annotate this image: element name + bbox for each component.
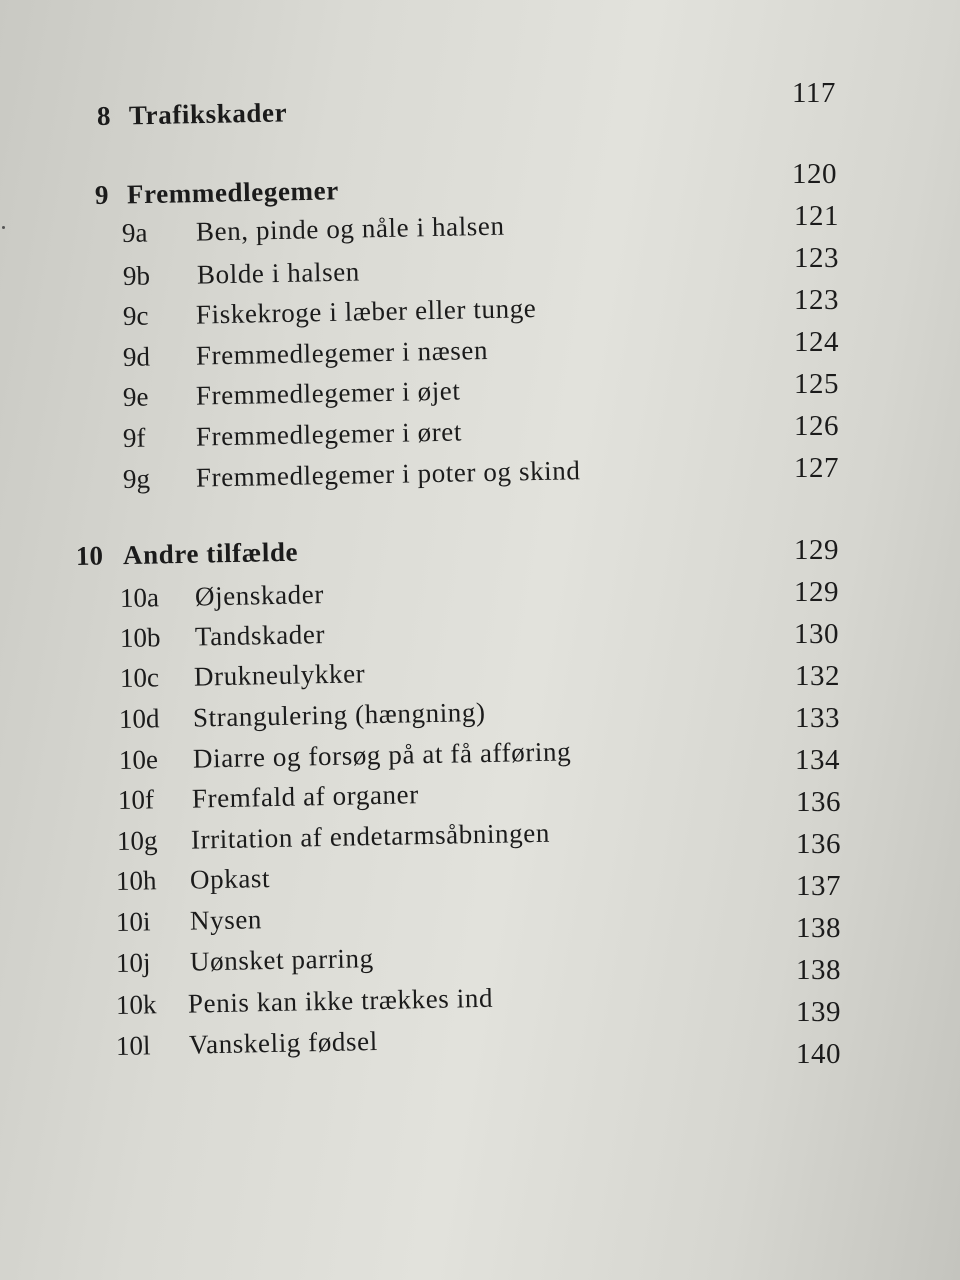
chapter-heading-8: [97, 97, 288, 132]
toc-entry-10h: [116, 863, 271, 897]
entry-title: Bolde i halsen: [196, 256, 361, 290]
entry-title: Ben, pinde og nåle i halsen: [195, 210, 505, 247]
entry-code: 9g: [122, 463, 151, 494]
chapter-number: 9: [94, 179, 109, 210]
entry-page-10j: 138: [796, 954, 841, 986]
toc-entry-10j: [116, 943, 374, 979]
entry-title: Opkast: [189, 863, 271, 895]
entry-title: Strangulering (hængning): [192, 696, 486, 733]
entry-code: 10j: [115, 947, 151, 978]
chapter-title: Trafikskader: [128, 97, 288, 131]
entry-title: Diarre og forsøg på at få afføring: [192, 736, 572, 774]
entry-code: 10c: [119, 662, 160, 693]
entry-page-9c: 123: [794, 284, 839, 316]
chapter-heading-10: [76, 537, 299, 572]
entry-code: 10h: [115, 865, 157, 896]
entry-title: Fremmedlegemer i øret: [195, 416, 463, 452]
entry-code: 10b: [119, 622, 161, 653]
chapter-heading-9: [95, 175, 339, 211]
entry-page-10k: 139: [796, 996, 841, 1028]
toc-entry-9c: [123, 293, 537, 332]
entry-page-10l: 140: [796, 1038, 841, 1070]
entry-code: 10d: [118, 703, 160, 734]
entry-title: Fremfald af organer: [191, 779, 420, 814]
entry-page-10b: 130: [794, 618, 839, 650]
toc-entry-10b: [120, 619, 326, 654]
toc-entry-10l: [116, 1026, 378, 1062]
toc-entry-10d: [119, 697, 486, 735]
chapter-page-10: 129: [794, 534, 839, 566]
entry-code: 9f: [122, 422, 146, 453]
toc-entry-10f: [118, 779, 419, 816]
entry-page-10g: 136: [796, 828, 841, 860]
toc-entry-10a: [120, 579, 325, 614]
entry-title: Drukneulykker: [193, 658, 366, 692]
entry-code: 10k: [115, 989, 157, 1020]
entry-page-9b: 123: [794, 242, 839, 274]
entry-code: 9a: [121, 217, 148, 248]
toc-entry-9f: [123, 416, 463, 454]
entry-page-9d: 124: [794, 326, 839, 358]
chapter-page-8: 117: [792, 77, 836, 109]
entry-title: Fremmedlegemer i øjet: [195, 375, 461, 411]
toc-entry-10k: [116, 983, 494, 1021]
entry-code: 9b: [122, 260, 151, 291]
toc-entry-10i: [116, 904, 263, 938]
entry-title: Fremmedlegemer i poter og skind: [195, 455, 581, 493]
entry-page-10d: 133: [795, 702, 840, 734]
entry-code: 10e: [118, 744, 159, 775]
entry-title: Øjenskader: [194, 579, 325, 612]
entry-code: 9c: [122, 300, 149, 331]
entry-page-10f: 136: [796, 786, 841, 818]
entry-page-10a: 129: [794, 576, 839, 608]
entry-page-9f: 126: [794, 410, 839, 442]
chapter-title: Andre tilfælde: [122, 536, 299, 571]
entry-page-9g: 127: [794, 452, 839, 484]
toc-entry-9b: [123, 256, 360, 292]
entry-page-9a: 121: [794, 200, 839, 232]
toc-entry-10e: [119, 736, 572, 776]
entry-title: Nysen: [189, 904, 263, 936]
entry-page-10e: 134: [795, 744, 840, 776]
entry-page-10h: 137: [796, 870, 841, 902]
entry-title: Uønsket parring: [189, 943, 374, 977]
toc-entry-10g: [117, 818, 550, 857]
entry-title: Irritation af endetarmsåbningen: [190, 817, 551, 855]
entry-code: 10l: [115, 1030, 151, 1061]
entry-title: Fiskekroge i læber eller tunge: [195, 293, 537, 330]
page-edge-mark: [2, 226, 5, 229]
entry-title: Fremmedlegemer i næsen: [195, 334, 489, 371]
entry-code: 9d: [122, 341, 151, 372]
toc-entry-9d: [123, 335, 489, 373]
chapter-page-9: 120: [792, 158, 837, 190]
chapter-number: 8: [96, 100, 111, 131]
toc-entry-10c: [120, 658, 366, 694]
chapter-number: 10: [75, 540, 104, 571]
entry-code: 10i: [115, 906, 151, 937]
entry-page-10c: 132: [795, 660, 840, 692]
toc-entry-9g: [123, 455, 581, 495]
entry-title: Vanskelig fødsel: [188, 1025, 379, 1060]
entry-code: 10g: [116, 825, 158, 856]
entry-code: 10f: [117, 784, 155, 815]
toc-entry-9e: [123, 376, 461, 413]
entry-title: Tandskader: [194, 619, 326, 652]
chapter-title: Fremmedlegemer: [126, 175, 340, 210]
toc-entry-9a: [122, 211, 505, 249]
entry-code: 9e: [122, 381, 149, 412]
entry-page-10i: 138: [796, 912, 841, 944]
entry-page-9e: 125: [794, 368, 839, 400]
entry-title: Penis kan ikke trækkes ind: [187, 982, 494, 1019]
entry-code: 10a: [119, 582, 160, 613]
